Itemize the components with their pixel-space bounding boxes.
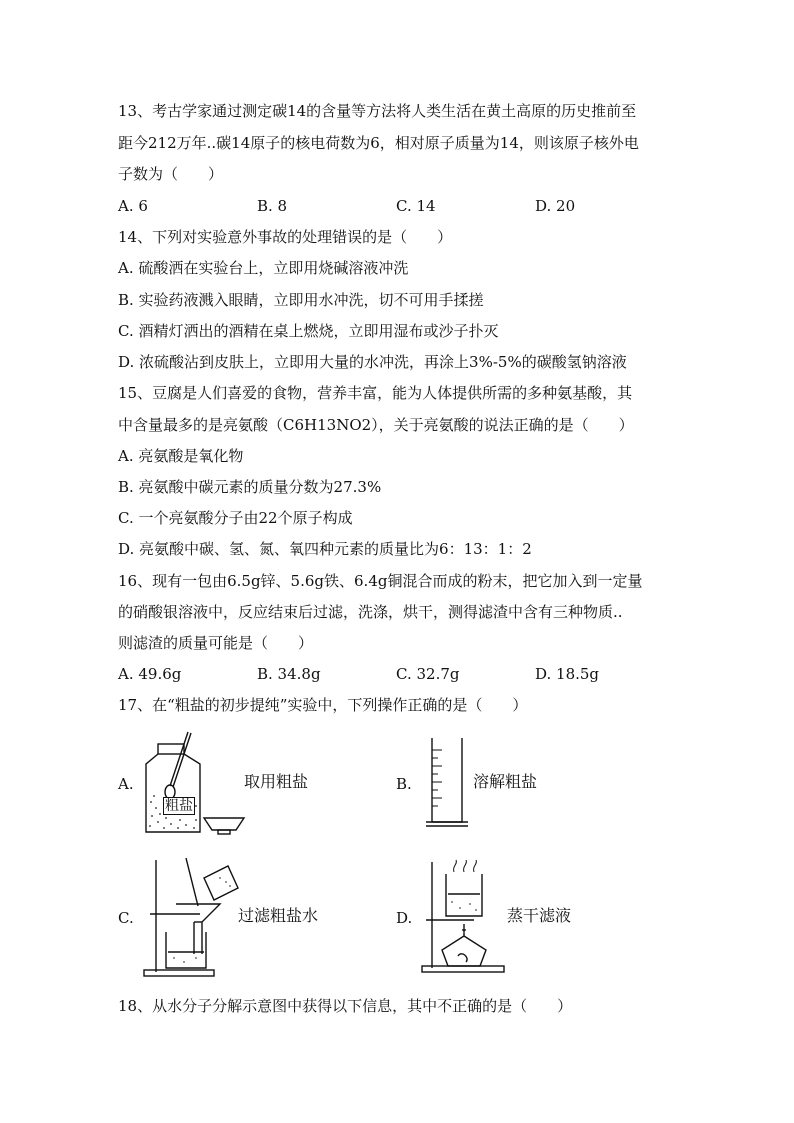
graduated-cylinder-icon [424,736,472,832]
q14-option-c: C. 酒精灯洒出的酒精在桌上燃烧，立即用湿布或沙子扑灭 [118,322,499,340]
q15-stem-line-1: 15、豆腐是人们喜爱的食物，营养丰富，能为人体提供所需的多种氨基酸，其 [118,384,633,402]
q13-stem-line-1: 13、考古学家通过测定碳14的含量等方法将人类生活在黄土高原的历史推前至 [118,102,637,120]
q17-figure-d-letter: D. [396,909,413,927]
evaporation-apparatus-icon [418,858,510,976]
q17-figure-c-caption: 过滤粗盐水 [238,906,319,925]
q16-option-c: C. 32.7g [396,665,460,683]
q17-stem: 17、在“粗盐的初步提纯”实验中，下列操作正确的是（ ） [118,696,528,714]
q16-stem-line-3: 则滤渣的质量可能是（ ） [118,634,314,652]
q14-option-b: B. 实验药液溅入眼睛，立即用水冲洗，切不可用手揉搓 [118,291,484,309]
q15-stem-line-2: 中含量最多的是亮氨酸（C6H13NO2），关于亮氨酸的说法正确的是（ ） [118,416,634,434]
q17-figure-c-letter: C. [118,909,134,927]
filtration-apparatus-icon [140,856,240,980]
q17-figure-d-caption: 蒸干滤液 [507,906,572,925]
q17-figure-a-caption: 取用粗盐 [244,772,309,791]
q15-option-b: B. 亮氨酸中碳元素的质量分数为27.3% [118,478,382,496]
q16-option-d: D. 18.5g [535,665,600,683]
q17-figure-b-caption: 溶解粗盐 [473,772,538,791]
q13-option-b: B. 8 [257,197,288,215]
q13-option-c: C. 14 [396,197,436,215]
q16-option-a: A. 49.6g [118,665,182,683]
q14-stem: 14、下列对实验意外事故的处理错误的是（ ） [118,228,453,246]
q13-stem-line-2: 距今212万年..碳14原子的核电荷数为6，相对原子质量为14，则该原子核外电 [118,134,639,152]
q18-stem: 18、从水分子分解示意图中获得以下信息，其中不正确的是（ ） [118,997,573,1015]
reagent-bottle-icon [136,728,252,840]
q16-stem-line-2: 的硝酸银溶液中，反应结束后过滤，洗涤，烘干，测得滤渣中含有三种物质.. [118,603,623,621]
q15-option-c: C. 一个亮氨酸分子由22个原子构成 [118,509,353,527]
q16-stem-line-1: 16、现有一包由6.5g锌、5.6g铁、6.4g铜混合而成的粉末，把它加入到一定量 [118,572,643,590]
q13-stem-line-3: 子数为（ ） [118,165,224,183]
q14-option-d: D. 浓硫酸沾到皮肤上，立即用大量的水冲洗，再涂上3%-5%的碳酸氢钠溶液 [118,353,627,371]
q16-option-b: B. 34.8g [257,665,321,683]
q15-option-a: A. 亮氨酸是氧化物 [118,447,244,465]
q17-figure-b-letter: B. [396,775,412,793]
q13-option-a: A. 6 [118,197,148,215]
q15-option-d: D. 亮氨酸中碳、氢、氮、氧四种元素的质量比为6：13：1：2 [118,540,532,558]
q14-option-a: A. 硫酸洒在实验台上，立即用烧碱溶液冲洗 [118,259,409,277]
q13-option-d: D. 20 [535,197,576,215]
reagent-label: 粗盐 [165,798,193,814]
q17-figure-a-letter: A. [118,775,134,793]
